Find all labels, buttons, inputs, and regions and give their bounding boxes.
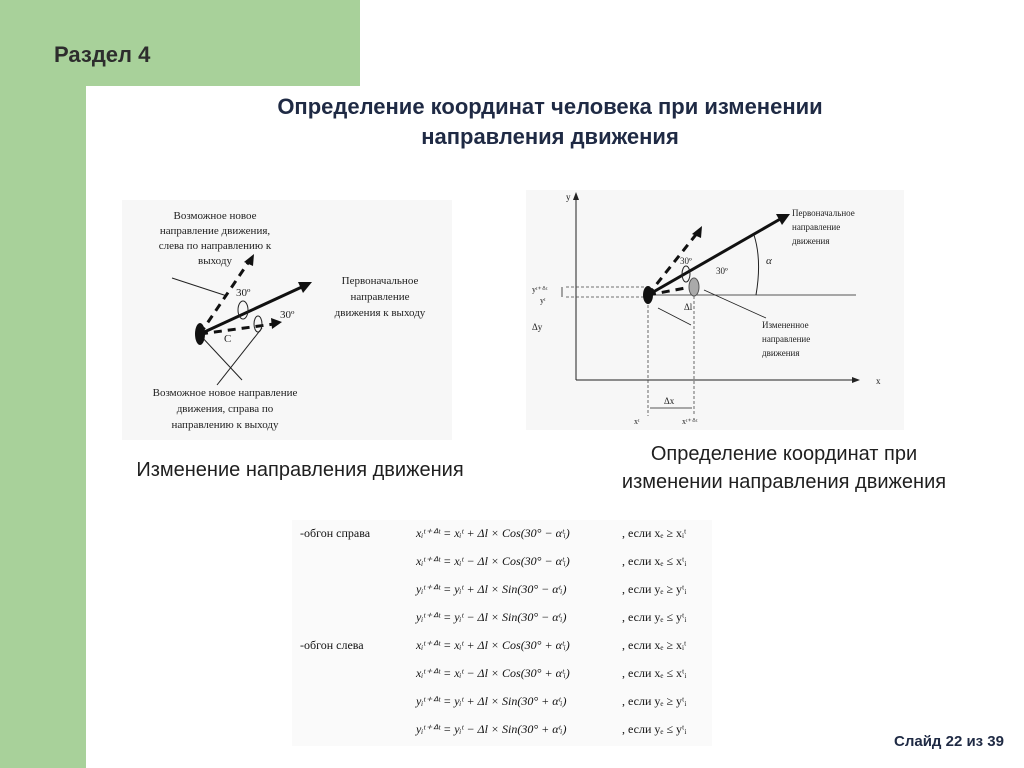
caption-right <box>568 440 1000 496</box>
title-line-2: направления движения <box>421 124 679 149</box>
formula-expression: yᵢᵗ⁺ᐞᵗ = yᵢᵗ + Δl × Sin(30° − αᵗᵢ) <box>416 582 567 596</box>
green-band-left <box>0 0 86 768</box>
right-diagram-bg <box>526 190 904 430</box>
right-label-changed-3: движения <box>762 348 800 358</box>
formula-condition: , если xₑ ≥ xᵢᵗ <box>622 638 687 652</box>
right-label-changed-2: направление <box>762 334 811 344</box>
left-point-c: C <box>224 333 232 345</box>
axis-y-label: y <box>566 192 571 202</box>
right-angle-a: 30º <box>680 256 692 266</box>
axis-x-label: x <box>876 376 881 386</box>
formula-condition: , если yₑ ≥ yᵗᵢ <box>622 694 687 708</box>
left-angle-a: 30º <box>236 287 251 299</box>
slide-counter: Слайд 22 из 39 <box>894 733 1004 750</box>
left-label-bottom-1: Возможное новое направление <box>152 387 298 399</box>
left-label-top-4: выходу <box>198 255 232 267</box>
left-label-top-1: Возможное новое <box>173 210 257 222</box>
left-label-bottom-3: направлению к выходу <box>171 419 279 431</box>
title-line-1: Определение координат человека при изменении <box>277 94 823 119</box>
right-person-start <box>643 286 653 304</box>
formula-condition: , если yₑ ≤ yᵗᵢ <box>622 722 687 736</box>
formula-expression: yᵢᵗ⁺ᐞᵗ = yᵢᵗ + Δl × Sin(30° + αᵗᵢ) <box>416 694 567 708</box>
right-angle-b: 30º <box>716 266 728 276</box>
right-delta-l: Δl <box>684 302 693 312</box>
right-label-initial-3: движения <box>792 236 830 246</box>
formula-block <box>292 520 712 746</box>
formula-condition: , если xₑ ≥ xᵢᵗ <box>622 526 687 540</box>
left-diagram <box>122 200 452 440</box>
formula-expression: yᵢᵗ⁺ᐞᵗ = yᵢᵗ − Δl × Sin(30° + αᵗᵢ) <box>416 722 567 736</box>
right-label-initial-1: Первоначальное <box>792 208 855 218</box>
left-label-top-2: направление движения, <box>159 225 271 237</box>
formula-label: -обгон слева <box>300 638 364 652</box>
right-diagram <box>526 190 904 430</box>
left-label-bottom-2: движения, справа по <box>176 403 274 415</box>
formula-condition: , если xₑ ≤ xᵗᵢ <box>622 554 687 568</box>
formula-expression: xᵢᵗ⁺ᐞᵗ = xᵢᵗ − Δl × Cos(30° − αᵗᵢ) <box>416 554 570 568</box>
right-label-initial-2: направление <box>792 222 841 232</box>
formula-label: -обгон справа <box>300 526 371 540</box>
left-label-right-3: движения к выходу <box>334 307 426 319</box>
left-angle-b: 30º <box>280 309 295 321</box>
right-y-t: yᵗ <box>540 296 546 305</box>
left-label-top-3: слева по направлению к <box>158 240 272 252</box>
formula-condition: , если xₑ ≤ xᵗᵢ <box>622 666 687 680</box>
right-delta-y: Δy <box>532 322 543 332</box>
caption-right-line-1: Определение координат при <box>650 443 918 465</box>
right-x-t-dt: xᵗ⁺ᐞᵗ <box>682 417 698 426</box>
formula-condition: , если yₑ ≥ yᵗᵢ <box>622 582 687 596</box>
right-delta-x: Δx <box>664 396 675 406</box>
left-person-marker <box>195 323 205 345</box>
formula-expression: xᵢᵗ⁺ᐞᵗ = xᵢᵗ + Δl × Cos(30° − αᵗᵢ) <box>416 526 570 540</box>
right-x-t: xᵗ <box>634 417 640 426</box>
right-person-new <box>689 278 699 296</box>
left-label-right-1: Первоначальное <box>341 275 419 287</box>
right-alpha: α <box>766 255 772 267</box>
formula-condition: , если yₑ ≤ yᵗᵢ <box>622 610 687 624</box>
caption-right-line-2: изменении направления движения <box>621 471 947 493</box>
slide-title <box>150 92 950 152</box>
section-label: Раздел 4 <box>54 42 151 67</box>
left-label-right-2: направление <box>350 291 410 303</box>
formula-expression: xᵢᵗ⁺ᐞᵗ = xᵢᵗ + Δl × Cos(30° + αᵗᵢ) <box>416 638 570 652</box>
right-label-changed-1: Измененное <box>762 320 809 330</box>
formula-expression: xᵢᵗ⁺ᐞᵗ = xᵢᵗ − Δl × Cos(30° + αᵗᵢ) <box>416 666 570 680</box>
caption-left: Изменение направления движения <box>136 459 464 481</box>
right-y-t-dt: yᵗ⁺ᐞᵗ <box>532 285 548 294</box>
formula-expression: yᵢᵗ⁺ᐞᵗ = yᵢᵗ − Δl × Sin(30° − αᵗᵢ) <box>416 610 567 624</box>
